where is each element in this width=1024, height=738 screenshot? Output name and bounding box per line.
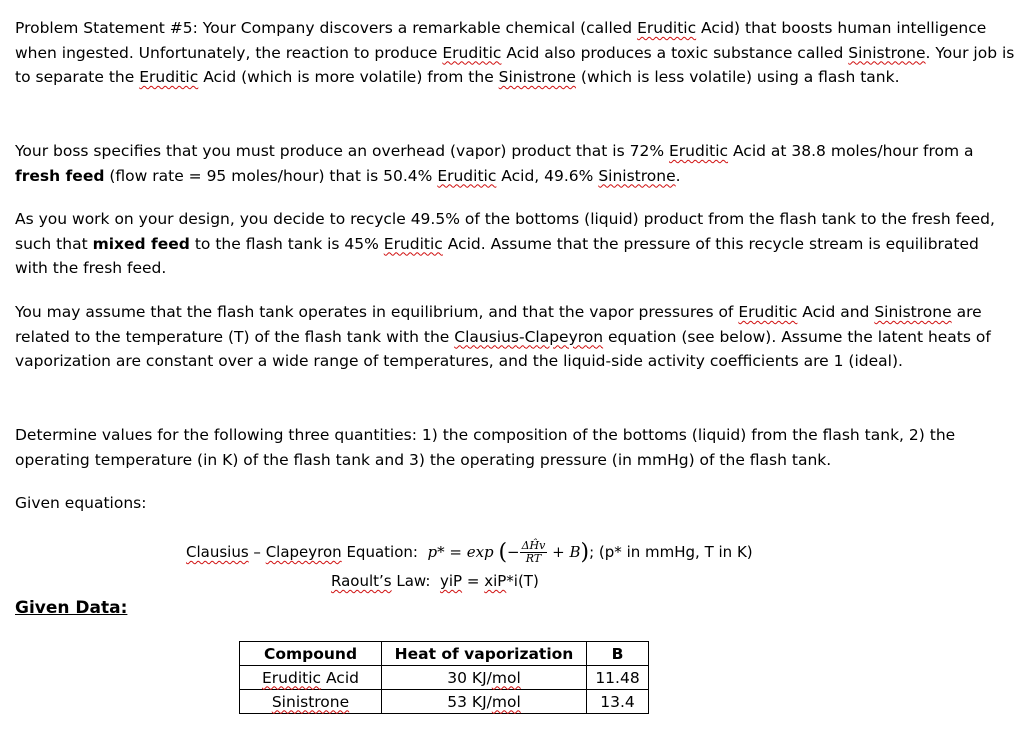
header-b: B	[587, 642, 649, 666]
given-equations-label: Given equations:	[15, 494, 147, 512]
table-header-row	[240, 642, 649, 666]
cell-heat: 30 KJ/mol	[382, 666, 587, 690]
cell-compound: Eruditic Acid	[240, 666, 382, 690]
cell-b: 11.48	[587, 666, 649, 690]
given-data-label: Given Data:	[15, 598, 128, 618]
given-data-table	[239, 641, 649, 714]
problem-statement-paragraph: Problem Statement #5: Your Company discovers a remarkable chemical (called Eruditic Acid) that boosts human intelligence when ingested. Unfortunately, the reaction to produce Eruditic Acid also produces a toxic substance called Sinistrone. Your job is to separate the Eruditic Acid (which is more volatile) from the Sinistrone (which is less volatile) using a flash tank.	[15, 19, 1015, 86]
header-heat-of-vaporization: Heat of vaporization	[382, 642, 587, 666]
task-paragraph: Determine values for the following three quantities: 1) the composition of the bottoms (liquid) from the flash tank, 2) the operating temperature (in K) of the flash tank and 3) the operating pressure (in mmHg) of the flash tank.	[15, 426, 956, 469]
cell-compound: Sinistrone	[240, 690, 382, 714]
header-compound: Compound	[240, 642, 382, 666]
clausius-clapeyron-equation: Clausius – Clapeyron Equation: p* = exp (− $\frac{\Delta Ĥv}{RT}$ + B); (p* in mmHg, T in K)	[186, 539, 753, 565]
recycle-paragraph: As you work on your design, you decide to recycle 49.5% of the bottoms (liquid) product from the flash tank to the fresh feed, such that mixed feed to the flash tank is 45% Eruditic Acid. Assume that the pressure of this recycle stream is equilibrated with the fresh feed.	[15, 210, 995, 277]
cell-b: 13.4	[587, 690, 649, 714]
enthalpy-fraction: $\frac{\Delta Ĥv}{RT}$	[521, 539, 546, 565]
table-row	[240, 666, 649, 690]
cell-heat: 53 KJ/mol	[382, 690, 587, 714]
boss-spec-paragraph: Your boss specifies that you must produce an overhead (vapor) product that is 72% Eruditic Acid at 38.8 moles/hour from a fresh feed (flow rate = 95 moles/hour) that is 50.4% Eruditic Acid, 49.6% Sinistrone.	[15, 142, 974, 185]
table-row	[240, 690, 649, 714]
assumptions-paragraph: You may assume that the flash tank operates in equilibrium, and that the vapor pressures of Eruditic Acid and Sinistrone are related to the temperature (T) of the flash tank with the Clausius-Clapeyron equation (see below). Assume the latent heats of vaporization are constant over a wide range of temperatures, and the liquid-side activity coefficients are 1 (ideal).	[15, 303, 991, 370]
raoults-law-equation: Raoult’s Law: yiP = xiP*i(T)	[331, 572, 539, 590]
